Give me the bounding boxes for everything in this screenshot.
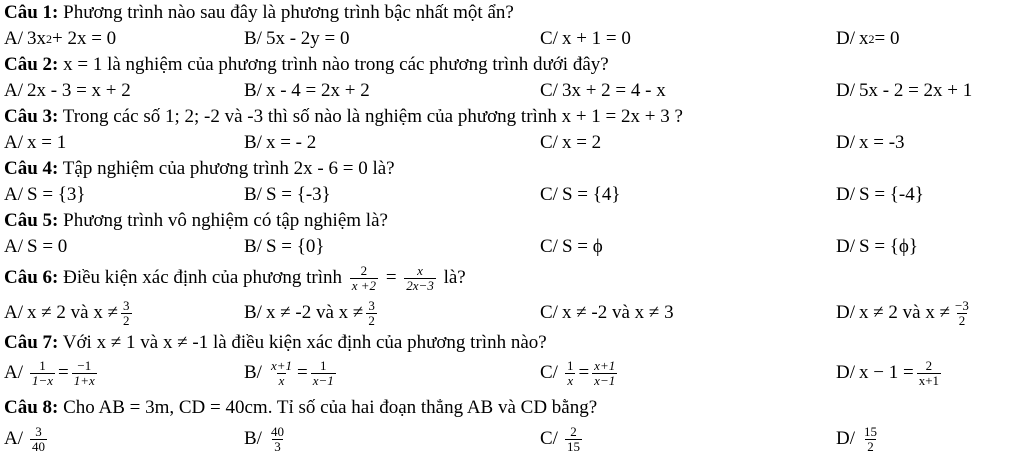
option-a[interactable]: A/ x ≠ 2 và x ≠ $\frac{3}{2}$ (4, 297, 130, 328)
question-text: Tập nghiệm của phương trình 2x - 6 = 0 là? (58, 158, 395, 179)
option-c[interactable]: C/ $\frac{1}{x}$ = $\frac{x+1}{x-1}$ (540, 357, 616, 388)
option-a[interactable]: A/ S = 0 (4, 236, 68, 257)
question-2 (4, 54, 609, 76)
question-4 (4, 158, 395, 180)
fraction: $\frac{x+1}{x-1}$ (594, 357, 616, 388)
answer-row-7 (0, 355, 1024, 391)
option-d[interactable]: D/ 5x - 2 = 2x + 1 (836, 80, 973, 101)
question-number: Câu 7: (4, 332, 59, 353)
question-number: Câu 8: (4, 397, 59, 418)
question-8 (4, 397, 597, 419)
fraction: $\frac{3}{40}$ (32, 423, 45, 454)
option-d[interactable]: D/ x = -3 (836, 132, 905, 153)
fraction: $\frac{1}{1-x}$ (32, 357, 54, 388)
option-c[interactable]: C/ S = ϕ (540, 236, 603, 257)
fraction: $\frac{3}{2}$ (368, 297, 375, 328)
option-a[interactable]: A/ x = 1 (4, 132, 67, 153)
option-d[interactable]: D/ $\frac{15}{2}$ (836, 423, 877, 454)
question-text: Phương trình nào sau đây là phương trình bậc nhất một ẩn? (58, 2, 514, 23)
option-a[interactable]: A/ 2x - 3 = x + 2 (4, 80, 131, 101)
question-3 (4, 106, 683, 128)
option-c[interactable]: C/ $\frac{2}{15}$ (540, 423, 580, 454)
question-5 (4, 210, 388, 232)
question-number: Câu 1: (4, 2, 59, 23)
fraction: $\frac{-3}{2}$ (955, 297, 969, 328)
question-text: Điều kiện xác định của phương trình (58, 267, 347, 288)
question-number: Câu 6: (4, 267, 59, 288)
question-7 (4, 332, 547, 354)
fraction: $\frac{2}{15}$ (566, 423, 580, 454)
option-c[interactable]: C/ x = 2 (540, 132, 602, 153)
answer-row-1 (0, 24, 1024, 54)
option-d[interactable]: D/ x ≠ 2 và x ≠ $\frac{-3}{2}$ (836, 297, 969, 328)
answer-row-6 (0, 296, 1024, 330)
option-a[interactable]: A/ $\frac{3}{40}$ (4, 423, 45, 454)
question-number: Câu 2: (4, 54, 59, 75)
fraction: $\frac{15}{2}$ (864, 423, 877, 454)
question-text: Phương trình vô nghiệm có tập nghiệm là? (58, 210, 388, 231)
option-b[interactable]: B/ $\frac{40}{3}$ (244, 423, 284, 454)
option-b[interactable]: B/ x ≠ -2 và x ≠ $\frac{3}{2}$ (244, 297, 375, 328)
option-a[interactable]: A/ $\frac{1}{1-x}$ = $\frac{-1}{1+x}$ (4, 357, 95, 388)
option-b[interactable]: B/ S = {0} (244, 236, 325, 257)
option-b[interactable]: B/ x - 4 = 2x + 2 (244, 80, 370, 101)
option-d[interactable]: D/ S = {-4} (836, 184, 924, 205)
question-text: Với x ≠ 1 và x ≠ -1 là điều kiện xác định của phương trình nào? (58, 332, 547, 353)
answer-row-3 (0, 128, 1024, 158)
question-6: Câu 6: Điều kiện xác định của phương trình $\frac{2}{x +2}$ = $\frac{x}{2x-3}$ là? (4, 262, 466, 293)
fraction: $\frac{3}{2}$ (123, 297, 130, 328)
option-c[interactable]: C/ x ≠ -2 và x ≠ 3 (540, 302, 674, 323)
fraction: $\frac{1}{x-1}$ (312, 357, 334, 388)
option-a[interactable]: A/ 3x 2 + 2x = 0 (4, 28, 117, 49)
option-b[interactable]: B/ $\frac{x+1}{x}$ = $\frac{1}{x-1}$ (244, 357, 334, 388)
option-d[interactable]: D/ x − 1 = $\frac{2}{x+1}$ (836, 357, 940, 388)
fraction: $\frac{2}{x +2}$ (351, 262, 377, 293)
fraction: $\frac{x}{2x-3}$ (406, 262, 434, 293)
fraction: $\frac{x+1}{x}$ (270, 357, 292, 388)
answer-row-8 (0, 420, 1024, 458)
answer-row-4 (0, 180, 1024, 210)
option-b[interactable]: B/ S = {-3} (244, 184, 331, 205)
question-text: Trong các số 1; 2; -2 và -3 thì số nào là nghiệm của phương trình x + 1 = 2x + 3 ? (58, 106, 683, 127)
question-text: Cho AB = 3m, CD = 40cm. Tỉ số của hai đoạn thẳng AB và CD bằng? (58, 397, 598, 418)
question-number: Câu 3: (4, 106, 59, 127)
fraction: $\frac{2}{x+1}$ (918, 357, 940, 388)
fraction: $\frac{-1}{1+x}$ (73, 357, 95, 388)
question-text: x = 1 là nghiệm của phương trình nào trong các phương trình dưới đây? (58, 54, 609, 75)
question-number: Câu 5: (4, 210, 59, 231)
option-d[interactable]: D/ x 2 = 0 (836, 28, 900, 49)
answer-row-5 (0, 232, 1024, 262)
fraction: $\frac{40}{3}$ (270, 423, 284, 454)
option-a[interactable]: A/ S = {3} (4, 184, 86, 205)
option-b[interactable]: B/ 5x - 2y = 0 (244, 28, 350, 49)
option-b[interactable]: B/ x = - 2 (244, 132, 317, 153)
question-1 (4, 2, 514, 24)
option-c[interactable]: C/ S = {4} (540, 184, 621, 205)
fraction: $\frac{1}{x}$ (566, 357, 574, 388)
option-c[interactable]: C/ 3x + 2 = 4 - x (540, 80, 666, 101)
answer-row-2 (0, 76, 1024, 106)
question-number: Câu 4: (4, 158, 59, 179)
option-c[interactable]: C/ x + 1 = 0 (540, 28, 631, 49)
option-d[interactable]: D/ S = {ϕ} (836, 236, 919, 257)
